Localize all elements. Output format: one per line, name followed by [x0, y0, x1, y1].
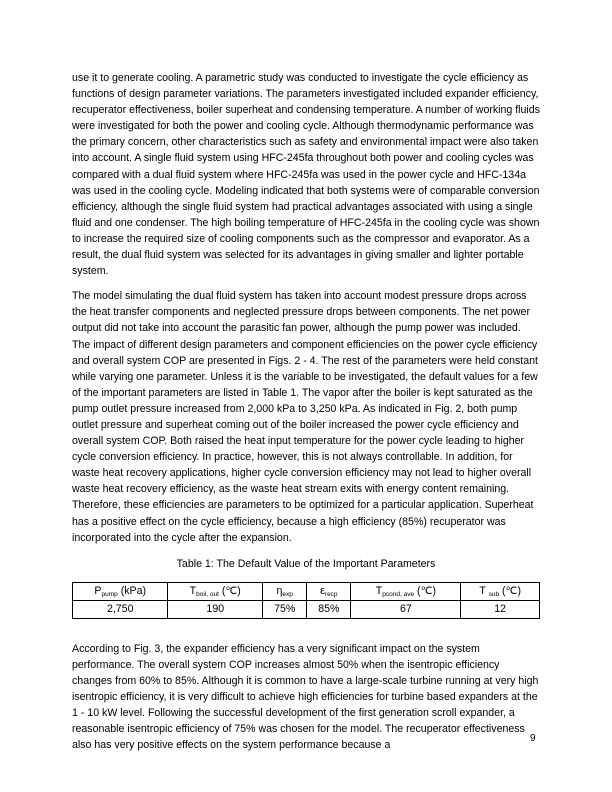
- header-cell: T $_{sub}$ (℃): [461, 582, 540, 600]
- value-cell: 2,750: [73, 600, 168, 618]
- paragraph-2: The model simulating the dual fluid system has taken into account modest pressure drops across the heat transfer components and neglected pressure drops between components. The net power output did not take into account the parasitic fan power, although the pump power was included. The impact of different design parameters and component efficiencies on the power cycle efficiency and overall system COP are presented in Figs. 2 - 4. The rest of the parameters were held constant while varying one parameter. Unless it is the variable to be investigated, the default values for a few of the important parameters are listed in Table 1. The vapor after the boiler is kept saturated as the pump outlet pressure increased from 2,000 kPa to 3,250 kPa. As indicated in Fig. 2, both pump outlet pressure and superheat coming out of the boiler increased the power cycle efficiency and overall system COP. Both raised the heat input temperature for the power cycle leading to higher cycle conversion efficiency. In practice, however, this is not always controllable. In addition, for waste heat recovery applications, higher cycle conversion efficiency may not lead to higher overall waste heat recovery efficiency, as the waste heat stream exits with energy content remaining. Therefore, these efficiencies are parameters to be optimized for a particular application. Superheat has a positive effect on the cycle efficiency, because a high efficiency (85%) recuperator was incorporated into the cycle after the expansion.: [72, 290, 538, 544]
- value-cell: 190: [168, 600, 263, 618]
- table-header-row: [73, 582, 540, 600]
- page-body: [72, 70, 540, 762]
- table-caption: Table 1: The Default Value of the Important Parameters: [176, 557, 436, 570]
- header-cell: $T_{pcond, ave}$ (℃): [351, 582, 461, 600]
- header-cell: $T_{boil, out}$ (℃): [168, 582, 263, 600]
- parameters-table: [72, 582, 540, 619]
- value-cell: 12: [461, 600, 540, 618]
- value-cell: 67: [351, 600, 461, 618]
- header-cell: $\varepsilon_{recp}$: [307, 582, 351, 600]
- value-cell: 85%: [307, 600, 351, 618]
- paragraph-1: use it to generate cooling. A parametric study was conducted to investigate the cycle efficiency as functions of design parameter variations. The parameters investigated included expander efficiency, recuperator effectiveness, boiler superheat and condensing temperature. A number of working fluids were investigated for both the power and cooling cycle. Although thermodynamic performance was the primary concern, other characteristics such as safety and environmental impact were also taken into account. A single fluid system using HFC-245fa throughout both power and cooling cycles was compared with a dual fluid system where HFC-245fa was used in the power cycle and HFC-134a was used in the cooling cycle. Modeling indicated that both systems were of comparable conversion efficiency, although the single fluid system had practical advantages associated with using a single fluid and one condenser. The high boiling temperature of HFC-245fa in the cooling cycle was shown to increase the required size of cooling components such as the compressor and evaporator. As a result, the dual fluid system was selected for its advantages in giving smaller and lighter portable system.: [72, 72, 540, 278]
- value-cell: 75%: [263, 600, 307, 618]
- header-cell: $\eta_{exp}$: [263, 582, 307, 600]
- paragraph-3: According to Fig. 3, the expander efficiency has a very significant impact on the system performance. The overall system COP increases almost 50% when the isentropic efficiency changes from 60% to 85%. Although it is common to have a large-scale turbine running at very high isentropic efficiency, it is very difficult to achieve high efficiencies for turbine based expanders at the 1 - 10 kW level. Following the successful development of the first generation scroll expander, a reasonable isentropic efficiency of 75% was chosen for the model. The recuperator effectiveness also has very positive effects on the system performance because a: [72, 642, 539, 752]
- page-number: 9: [530, 733, 536, 744]
- table-row: [73, 600, 540, 618]
- header-cell: $P_{pump}$ (kPa): [73, 582, 168, 600]
